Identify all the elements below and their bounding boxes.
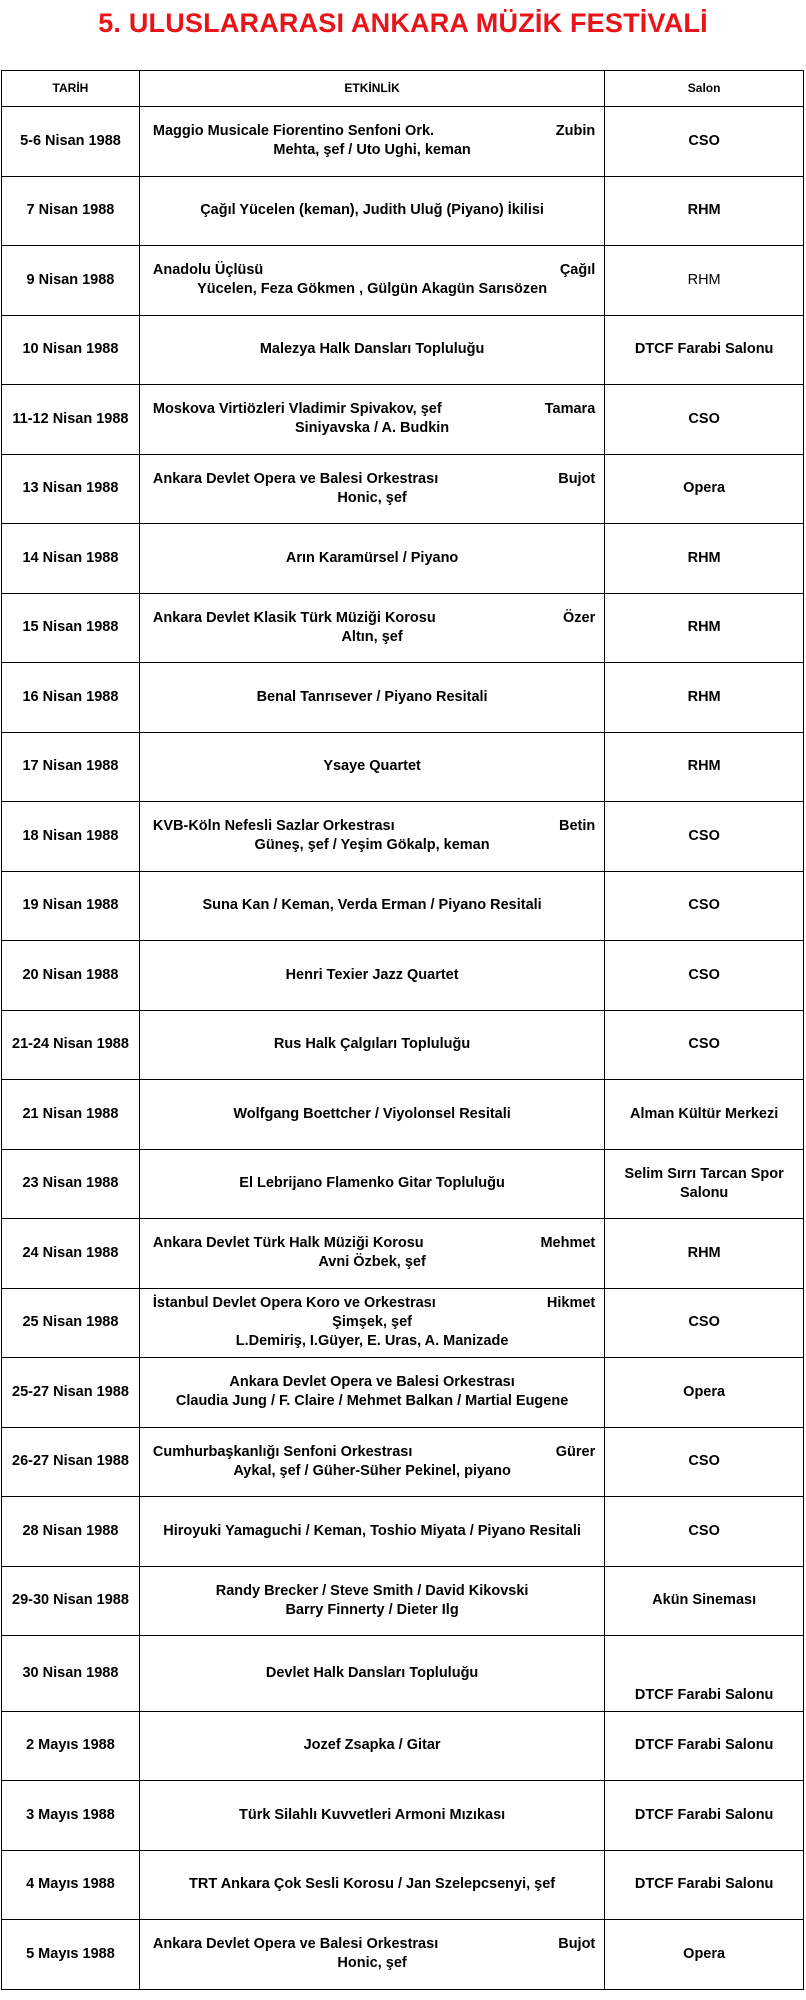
event-venue: Alman Kültür Merkezi [605, 1080, 804, 1150]
event-line-1: Benal Tanrısever / Piyano Resitali [256, 688, 488, 705]
table-row [2, 1010, 804, 1080]
event-date: 13 Nisan 1988 [2, 454, 140, 524]
event-line-1: Jozef Zsapka / Gitar [303, 1737, 441, 1754]
event-line-1-main: Ankara Devlet Opera ve Balesi Orkestrası [152, 470, 439, 487]
event-venue: DTCF Farabi Salonu [605, 1850, 804, 1920]
event-description [139, 315, 604, 385]
table-row [2, 593, 804, 663]
event-line-1-main: Moskova Virtiözleri Vladimir Spivakov, şef [152, 401, 442, 418]
event-venue: CSO [605, 1010, 804, 1080]
event-date: 29-30 Nisan 1988 [2, 1566, 140, 1636]
event-date: 24 Nisan 1988 [2, 1219, 140, 1289]
event-line-1: Wolfgang Boettcher / Viyolonsel Resitali [233, 1105, 511, 1122]
event-line-1: Henri Texier Jazz Quartet [285, 966, 459, 983]
event-line-1: El Lebrijano Flamenko Gitar Topluluğu [239, 1175, 505, 1192]
event-line-2: Honic, şef [337, 489, 407, 506]
event-description [139, 593, 604, 663]
event-description [139, 176, 604, 246]
event-venue: Opera [605, 1920, 804, 1990]
event-venue: RHM [605, 1219, 804, 1289]
event-line-1: Devlet Halk Dansları Topluluğu [265, 1664, 479, 1681]
table-row [2, 732, 804, 802]
event-description [139, 385, 604, 455]
page-title: 5. ULUSLARARASI ANKARA MÜZİK FESTİVALİ [98, 8, 708, 38]
event-venue: RHM [605, 593, 804, 663]
event-line-1: Rus Halk Çalgıları Topluluğu [273, 1036, 471, 1053]
table-header-row [2, 71, 804, 107]
event-description [139, 1566, 604, 1636]
event-date: 19 Nisan 1988 [2, 871, 140, 941]
table-row [2, 1497, 804, 1567]
event-description [139, 454, 604, 524]
event-description [139, 524, 604, 594]
event-date: 20 Nisan 1988 [2, 941, 140, 1011]
event-line-1: Hiroyuki Yamaguchi / Keman, Toshio Miyata / Piyano Resitali [163, 1522, 581, 1539]
event-line-2: Honic, şef [337, 1955, 407, 1972]
event-date: 4 Mayıs 1988 [2, 1850, 140, 1920]
event-description [139, 107, 604, 177]
event-line-2: Claudia Jung / F. Claire / Mehmet Balkan / Martial Eugene [175, 1393, 569, 1410]
event-venue: Opera [605, 454, 804, 524]
header-venue: Salon [605, 71, 804, 107]
event-description [139, 663, 604, 733]
event-venue: CSO [605, 1427, 804, 1497]
event-line-1 [143, 609, 601, 628]
event-date: 26-27 Nisan 1988 [2, 1427, 140, 1497]
event-line-3: L.Demiriş, I.Güyer, E. Uras, A. Manizade [235, 1333, 509, 1350]
event-line-1-main: İstanbul Devlet Opera Koro ve Orkestrası [152, 1295, 436, 1312]
event-description [139, 1781, 604, 1851]
event-description [139, 1711, 604, 1781]
event-date: 15 Nisan 1988 [2, 593, 140, 663]
event-venue: CSO [605, 871, 804, 941]
event-description [139, 802, 604, 872]
event-description [139, 871, 604, 941]
event-line-1 [143, 1234, 601, 1253]
table-row [2, 1711, 804, 1781]
event-date: 14 Nisan 1988 [2, 524, 140, 594]
table-row [2, 871, 804, 941]
event-date: 10 Nisan 1988 [2, 315, 140, 385]
event-line-1-tail: Zubin [555, 123, 596, 140]
event-date: 28 Nisan 1988 [2, 1497, 140, 1567]
event-date: 16 Nisan 1988 [2, 663, 140, 733]
event-line-1 [143, 1935, 601, 1954]
event-date: 17 Nisan 1988 [2, 732, 140, 802]
event-line-2: Güneş, şef / Yeşim Gökalp, keman [254, 837, 490, 854]
table-row [2, 524, 804, 594]
event-line-1-tail: Hikmet [546, 1295, 596, 1312]
event-line-1: Ysaye Quartet [323, 758, 421, 775]
event-line-1-tail: Betin [559, 818, 596, 835]
event-date: 2 Mayıs 1988 [2, 1711, 140, 1781]
event-line-2: Şimşek, şef [332, 1314, 412, 1331]
event-description [139, 1636, 604, 1712]
event-description [139, 1427, 604, 1497]
event-line-1: Arın Karamürsel / Piyano [285, 549, 459, 566]
event-venue: RHM [605, 246, 804, 316]
table-row [2, 176, 804, 246]
event-line-1-tail: Mehmet [540, 1235, 596, 1252]
table-row [2, 1636, 804, 1712]
event-line-1-tail: Çağıl [559, 262, 596, 279]
event-date: 7 Nisan 1988 [2, 176, 140, 246]
table-row [2, 246, 804, 316]
table-row [2, 454, 804, 524]
header-event: ETKİNLİK [139, 71, 604, 107]
event-line-1-main: KVB-Köln Nefesli Sazlar Orkestrası [152, 818, 395, 835]
event-date: 11-12 Nisan 1988 [2, 385, 140, 455]
event-description [139, 1080, 604, 1150]
event-date: 30 Nisan 1988 [2, 1636, 140, 1712]
table-row [2, 802, 804, 872]
event-venue: RHM [605, 732, 804, 802]
header-date: TARİH [2, 71, 140, 107]
event-line-1: Malezya Halk Dansları Topluluğu [259, 341, 485, 358]
event-line-1-tail: Gürer [555, 1443, 596, 1460]
event-line-1 [143, 261, 601, 280]
table-row [2, 941, 804, 1011]
event-line-1-main: Anadolu Üçlüsü [152, 262, 264, 279]
event-venue: CSO [605, 385, 804, 455]
event-description [139, 246, 604, 316]
event-description [139, 1288, 604, 1358]
event-description [139, 732, 604, 802]
event-line-2: Barry Finnerty / Dieter Ilg [285, 1601, 459, 1618]
event-date: 3 Mayıs 1988 [2, 1781, 140, 1851]
table-row [2, 1149, 804, 1219]
event-line-1-tail: Bujot [558, 470, 596, 487]
event-line-1-main: Ankara Devlet Opera ve Balesi Orkestrası [152, 1936, 439, 1953]
event-line-1: Çağıl Yücelen (keman), Judith Uluğ (Piyano) İkilisi [200, 202, 544, 219]
event-line-1: TRT Ankara Çok Sesli Korosu / Jan Szelepcsenyi, şef [189, 1876, 556, 1893]
event-description [139, 1358, 604, 1428]
event-venue: CSO [605, 1497, 804, 1567]
event-date: 5 Mayıs 1988 [2, 1920, 140, 1990]
event-date: 18 Nisan 1988 [2, 802, 140, 872]
event-line-1 [143, 470, 601, 489]
event-venue: RHM [605, 524, 804, 594]
schedule-body [2, 107, 804, 1990]
event-venue: CSO [605, 802, 804, 872]
table-row [2, 1850, 804, 1920]
event-line-2: Mehta, şef / Uto Ughi, keman [273, 142, 471, 159]
event-description [139, 1920, 604, 1990]
event-description [139, 1010, 604, 1080]
table-row [2, 1080, 804, 1150]
event-line-2: Avni Özbek, şef [318, 1254, 426, 1271]
table-row [2, 1781, 804, 1851]
event-line-1 [143, 1443, 601, 1462]
event-date: 21-24 Nisan 1988 [2, 1010, 140, 1080]
event-line-1-main: Maggio Musicale Fiorentino Senfoni Ork. [152, 123, 435, 140]
event-venue: DTCF Farabi Salonu [605, 315, 804, 385]
table-row [2, 1566, 804, 1636]
event-line-1-tail: Tamara [544, 401, 596, 418]
event-venue: DTCF Farabi Salonu [605, 1711, 804, 1781]
event-venue: CSO [605, 107, 804, 177]
event-venue: DTCF Farabi Salonu [605, 1636, 804, 1712]
event-venue: CSO [605, 1288, 804, 1358]
table-row [2, 1288, 804, 1358]
event-line-1 [143, 122, 601, 141]
event-line-2: Yücelen, Feza Gökmen , Gülgün Akagün Sarısözen [197, 281, 548, 298]
event-line-2: Siniyavska / A. Budkin [294, 420, 450, 437]
event-venue: RHM [605, 176, 804, 246]
table-row [2, 315, 804, 385]
table-row [2, 385, 804, 455]
event-date: 25 Nisan 1988 [2, 1288, 140, 1358]
event-date: 5-6 Nisan 1988 [2, 107, 140, 177]
event-line-1-main: Ankara Devlet Klasik Türk Müziği Korosu [152, 609, 436, 626]
event-line-1-main: Cumhurbaşkanlığı Senfoni Orkestrası [152, 1443, 413, 1460]
event-line-1: Türk Silahlı Kuvvetleri Armoni Mızıkası [238, 1806, 506, 1823]
event-venue: Akün Sineması [605, 1566, 804, 1636]
event-venue: Opera [605, 1358, 804, 1428]
event-venue: RHM [605, 663, 804, 733]
event-description [139, 1850, 604, 1920]
event-description [139, 1219, 604, 1289]
event-venue: DTCF Farabi Salonu [605, 1781, 804, 1851]
event-line-1 [143, 400, 601, 419]
event-line-1-tail: Bujot [558, 1936, 596, 1953]
table-row [2, 1920, 804, 1990]
table-row [2, 663, 804, 733]
event-line-2: Aykal, şef / Güher-Süher Pekinel, piyano [233, 1462, 511, 1479]
event-date: 25-27 Nisan 1988 [2, 1358, 140, 1428]
table-row [2, 107, 804, 177]
event-date: 9 Nisan 1988 [2, 246, 140, 316]
event-description [139, 1497, 604, 1567]
event-description [139, 941, 604, 1011]
event-line-1 [143, 1294, 601, 1313]
event-line-1: Randy Brecker / Steve Smith / David Kikovski [215, 1582, 529, 1599]
table-row [2, 1219, 804, 1289]
event-line-1: Ankara Devlet Opera ve Balesi Orkestrası [229, 1374, 515, 1391]
festival-schedule-table [1, 70, 804, 1990]
event-date: 23 Nisan 1988 [2, 1149, 140, 1219]
event-venue: CSO [605, 941, 804, 1011]
event-venue: Selim Sırrı Tarcan Spor Salonu [605, 1149, 804, 1219]
table-row [2, 1358, 804, 1428]
event-description [139, 1149, 604, 1219]
event-date: 21 Nisan 1988 [2, 1080, 140, 1150]
table-row [2, 1427, 804, 1497]
event-line-1-tail: Özer [563, 609, 596, 626]
event-line-2: Altın, şef [341, 628, 403, 645]
event-line-1 [143, 817, 601, 836]
event-line-1-main: Ankara Devlet Türk Halk Müziği Korosu [152, 1235, 424, 1252]
event-line-1: Suna Kan / Keman, Verda Erman / Piyano Resitali [202, 897, 542, 914]
